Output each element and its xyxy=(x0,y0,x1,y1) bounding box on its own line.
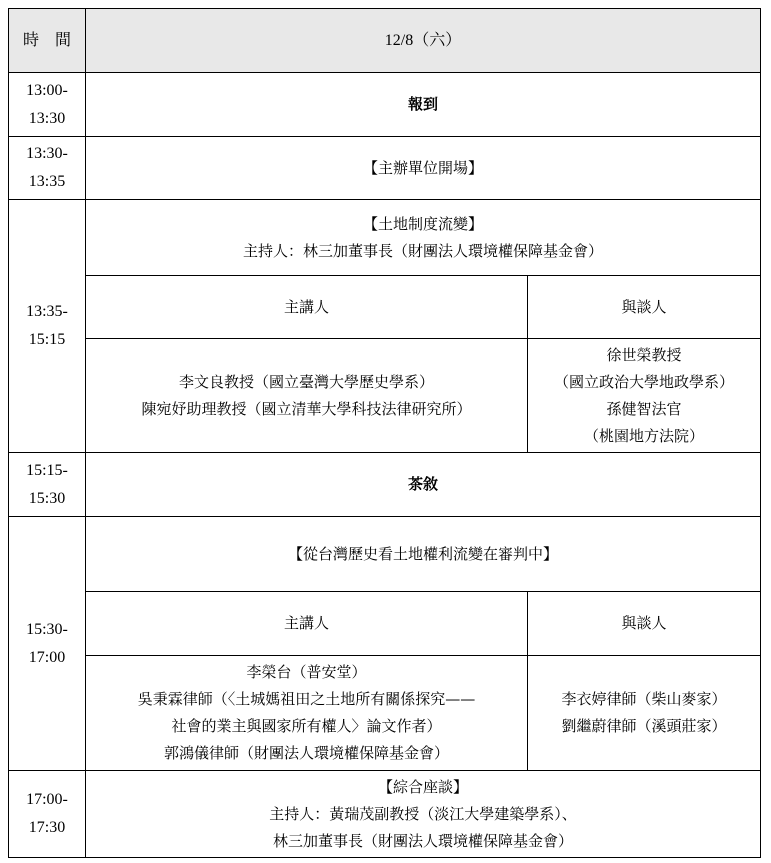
time-cell: 15:15- 15:30 xyxy=(9,453,86,517)
speaker: 李文良教授（國立臺灣大學歷史學系） xyxy=(178,372,434,391)
session-title: 【從台灣歷史看土地權利流變在審判中】 xyxy=(86,517,761,592)
panelist-affiliation: （桃園地方法院） xyxy=(584,426,705,445)
panelists-cell xyxy=(528,656,761,771)
session-host: 林三加董事長（財團法人環境權保障基金會） xyxy=(273,831,574,850)
speaker-header: 主講人 xyxy=(86,592,528,656)
session-discussion xyxy=(9,771,761,858)
session-registration xyxy=(9,73,761,137)
panelist: 孫健智法官 xyxy=(606,399,682,418)
speaker: 吳秉霖律師（〈土城媽祖田之土地所有關係探究—— xyxy=(137,690,476,708)
panelists-cell xyxy=(528,339,761,453)
session-title: 【主辦單位開場】 xyxy=(86,137,761,200)
speakers-cell xyxy=(86,339,528,453)
session-land-system-header-row xyxy=(9,276,761,339)
time-cell: 13:00- 13:30 xyxy=(9,73,86,137)
session-host: 主持人：林三加董事長（財團法人環境權保障基金會） xyxy=(243,241,604,260)
session-history-header-row xyxy=(9,592,761,656)
session-title: 報到 xyxy=(86,73,761,137)
time-cell: 13:30- 13:35 xyxy=(9,137,86,200)
schedule-table xyxy=(8,8,761,858)
speakers-cell xyxy=(86,656,528,771)
time-cell: 17:00- 17:30 xyxy=(9,771,86,858)
session-title-host xyxy=(86,771,761,858)
panelist-header: 與談人 xyxy=(528,592,761,656)
session-title: 【土地制度流變】 xyxy=(363,214,484,233)
session-title: 茶敘 xyxy=(86,453,761,517)
panelist-header: 與談人 xyxy=(528,276,761,339)
speaker: 李榮台（普安堂） xyxy=(246,663,367,681)
panelist-affiliation: （國立政治大學地政學系） xyxy=(554,372,735,391)
speaker-header: 主講人 xyxy=(86,276,528,339)
session-opening xyxy=(9,137,761,200)
session-title-host xyxy=(86,200,761,276)
date-header: 12/8（六） xyxy=(86,9,761,73)
time-cell: 15:30- 17:00 xyxy=(9,517,86,771)
session-host: 主持人：黃瑞茂副教授（淡江大學建築學系）、 xyxy=(269,804,577,823)
speaker: 陳宛妤助理教授（國立清華大學科技法律研究所） xyxy=(141,399,472,418)
time-cell: 13:35- 15:15 xyxy=(9,200,86,453)
header-row xyxy=(9,9,761,73)
session-history-title-row xyxy=(9,517,761,592)
speaker: 郭鴻儀律師（財團法人環境權保障基金會） xyxy=(163,744,449,762)
panelist: 徐世榮教授 xyxy=(606,345,682,364)
time-column-header: 時 間 xyxy=(9,9,86,73)
speaker-note: 社會的業主與國家所有權人〉論文作者） xyxy=(171,717,442,735)
session-land-system-title-row xyxy=(9,200,761,276)
session-tea-break xyxy=(9,453,761,517)
session-land-system-people-row xyxy=(9,339,761,453)
session-title: 【綜合座談】 xyxy=(378,777,469,796)
panelist: 李衣婷律師（柴山麥家） xyxy=(561,690,727,708)
session-history-people-row xyxy=(9,656,761,771)
panelist: 劉繼蔚律師（溪頭莊家） xyxy=(561,717,727,735)
